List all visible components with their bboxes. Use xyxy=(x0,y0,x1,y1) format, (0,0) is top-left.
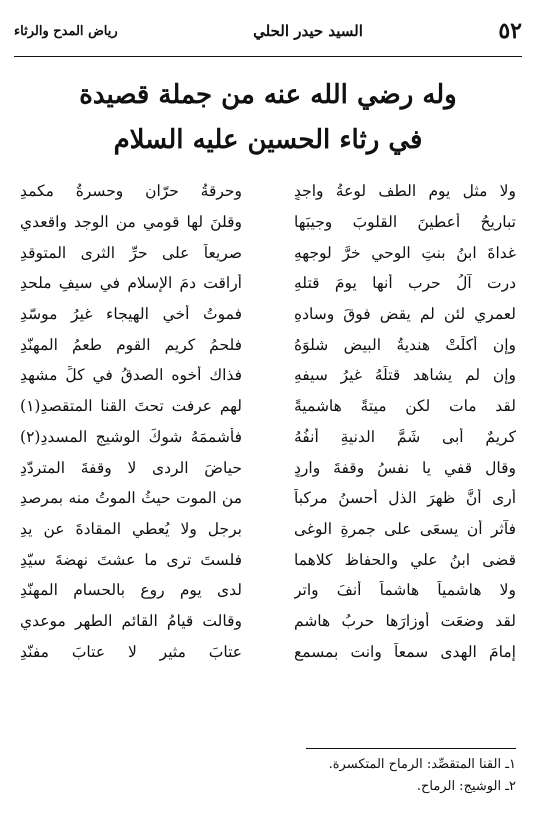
verse-second-half: برجلٍ ولا يُعطي المقادةَ عن يدِ xyxy=(20,519,242,538)
verse-first-half: كريمٌ أبى شَمَّ الدنيةِ أنفُهُ xyxy=(294,427,516,446)
verse-second-half: عتابَ مثيرٍ لا عتابَ مفنّدِ xyxy=(20,642,242,661)
verse-line xyxy=(20,391,516,422)
verse-second-half: وقلنَ لها قومي من الوجد واقعدي xyxy=(20,213,242,232)
footnotes xyxy=(20,754,516,798)
verse-second-half: أراقت دمَ الإسلامِ في سيفِ ملحدِ xyxy=(20,274,242,293)
verse-line xyxy=(20,575,516,606)
verse-line xyxy=(20,452,516,483)
verse-first-half: فآثر أن يسعَى على جمرةِ الوغى xyxy=(294,519,516,538)
verse-line xyxy=(20,360,516,391)
verse-first-half: لقد مات لكن ميتةً هاشميةً xyxy=(294,397,516,416)
verse-line xyxy=(20,207,516,238)
poem-body xyxy=(20,176,516,667)
verse-second-half: فذاك أخوه الصدقُ في كلِّ مشهدِ xyxy=(20,366,242,385)
verse-line xyxy=(20,237,516,268)
verse-line xyxy=(20,636,516,667)
verse-first-half: لقد وضعَت أوزارَها حربُ هاشمٍ xyxy=(294,611,516,630)
verse-second-half: من الموت حيثُ الموتُ منه بمرصدِ xyxy=(20,489,242,508)
footnote-divider xyxy=(306,748,516,749)
verse-second-half: لهم عرفت تحتَ القنا المتقصدِ(١) xyxy=(20,397,242,416)
verse-second-half: وحرقةُ حرّانٍ وحسرةُ مكمدِ xyxy=(20,182,242,201)
verse-line xyxy=(20,329,516,360)
page-header xyxy=(14,14,522,48)
verse-first-half: ولا مثل يوم الطف لوعةُ واجدٍ xyxy=(294,182,516,201)
verse-first-half: تباريحُ أعطينَ القلوبَ وجيبَها xyxy=(294,213,516,232)
verse-first-half: غداةَ ابنُ بنتِ الوحي خرَّ لوجههِ xyxy=(294,243,516,262)
verse-second-half: لدى يومِ روعٍ بالحسامِ المهنّدِ xyxy=(20,581,242,600)
verse-first-half: وقال قفي يا نفسُ وقفةَ واردٍ xyxy=(294,458,516,477)
verse-first-half: أرى أنَّ ظهرَ الذل أحسنُ مركباً xyxy=(294,489,516,508)
verse-line xyxy=(20,606,516,637)
footnote-1: ١ـ القنا المتقصِّد: الرماح المتكسرة. xyxy=(328,757,516,772)
poem-subheading: في رثاء الحسين عليه السلام xyxy=(113,125,423,155)
verse-line xyxy=(20,514,516,545)
verse-second-half: فأشممَهُ شوكَ الوشيجِ المسددِ(٢) xyxy=(20,427,242,446)
verse-second-half: وقالت قيامُ القائمِ الطهرِ موعدي xyxy=(20,611,242,630)
verse-second-half: فلستَ ترى ما عشتَ نهضةَ سيّدِ xyxy=(20,550,242,569)
verse-first-half: درت آلُ حرب أنها يومَ قتلهِ xyxy=(294,274,516,293)
verse-second-half: فلحمُ كريمِ القومِ طعمُ المهنّدِ xyxy=(20,335,242,354)
poem-heading: وله رضي الله عنه من جملة قصيدة xyxy=(79,80,457,110)
author-name: السيد حيدر الحلي xyxy=(253,22,363,40)
verse-first-half: قضى ابنُ عليٍ والحفاظ كلاهما xyxy=(294,550,516,569)
verse-line xyxy=(20,176,516,207)
header-divider xyxy=(14,56,522,57)
verse-first-half: وإن أكلَتْ هنديةُ البيضِ شلوَهُ xyxy=(294,335,516,354)
verse-first-half: وإن لم يشاهد قتلَهُ غيرُ سيفهِ xyxy=(294,366,516,385)
verse-line xyxy=(20,483,516,514)
verse-line xyxy=(20,544,516,575)
verse-second-half: صريعاً على حرِّ الثرى المتوقدِ xyxy=(20,243,242,262)
footnote-2: ٢ـ الوشيج: الرماح. xyxy=(416,779,516,794)
page-number: ٥٢ xyxy=(498,18,522,44)
verse-first-half: إمامَ الهدى سمعاً وانت بمسمعٍ xyxy=(294,642,516,661)
verse-second-half: حياضَ الردى لا وقفةَ المتردّدِ xyxy=(20,458,242,477)
verse-second-half: فموتُ أخي الهيجاء غيرُ موسّدِ xyxy=(20,305,242,324)
book-title: رياض المدح والرثاء xyxy=(14,23,118,39)
verse-line xyxy=(20,268,516,299)
verse-line xyxy=(20,422,516,453)
verse-line xyxy=(20,299,516,330)
verse-first-half: ولا هاشمياً هاشماً أنفَ واترٍ xyxy=(294,581,516,600)
verse-first-half: لعمري لئن لم يقضِ فوقَ وسادهِ xyxy=(294,305,516,324)
